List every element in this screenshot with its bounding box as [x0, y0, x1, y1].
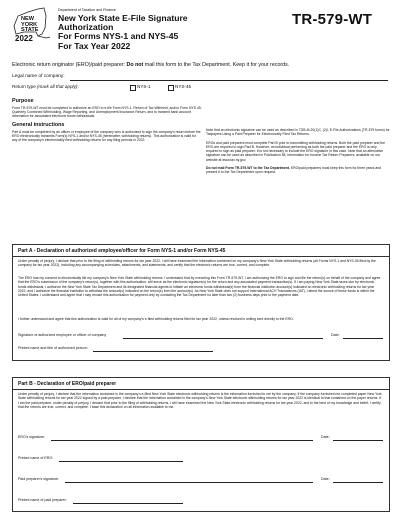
part-a-date-label: Date:: [331, 333, 340, 337]
part-a-date-field[interactable]: [343, 338, 383, 339]
part-b-paragraph: Under penalty of perjury, I declare that the information contained in the company's e-filed New York State electronic withholding returns is the information furnished to me by the company. If the company furnished me completed paper New York State withholding returns for tax year 2022 signed by a paid preparer, I declare that the information contained in the company's New York State electronic withholding returns for tax year 2022 is identical to that contained on the paper returns. If I am the paid preparer, under penalty of perjury, I declare that prior to the filing of withholding returns, I will have examined the New York State electronic withholding returns for tax year 2022, and to the best of my knowledge and belief, I certify that the returns are true, correct, and complete. I base this declaration on all information available to me.: [18, 392, 382, 409]
do-not-mail-note: [206, 166, 390, 175]
nys1-checkbox[interactable]: [130, 85, 136, 91]
form-title: [58, 14, 243, 51]
part-a-paragraph-3: I further understand and agree that this authorization is valid for all of my company's e-filed withholding returns filed for tax year 2022, unless revoked in writing sent directly to the ERO.: [18, 317, 294, 321]
ero-note-prefix: Electronic return originator (ERO)/paid preparer:: [12, 62, 127, 68]
esignature-note: Note that an electronic signature can be used as described in TSB-M-20(1)C, (2)I, E-File Authorizations (TR-579 forms) for Taxpayers Using a Paid Preparer for Electronically Filed Tax Returns.: [206, 128, 390, 137]
do-not-mail-bold: Do not mail Form TR-579-WT to the Tax Department.: [206, 166, 290, 171]
part-a-divider: [13, 256, 389, 257]
instructions-right-column: [206, 128, 390, 179]
purpose-text: Form TR-579-WT must be completed to authorize an ERO to e-file Form NYS-1, Return of Tax Withheld, and/or Form NYS-45, Quarterly Combined Withholding, Wage Reporting, and Unemployment Insurance Return, and to transmit bank account information for associated electronic funds withdrawals.: [12, 105, 202, 119]
part-b-heading: Part B - Declaration of ERO/paid preparer: [18, 381, 117, 387]
part-a-printed-name-label: Printed name and title of authorized person:: [18, 346, 88, 350]
form-number: TR-579-WT: [292, 11, 373, 28]
instructions-left-column: [12, 98, 202, 147]
ero-signature-label: ERO's signature:: [18, 435, 46, 439]
part-a-section: [12, 244, 390, 361]
nys45-checkbox[interactable]: [168, 85, 174, 91]
part-a-heading: Part A - Declaration of authorized employee/officer for Form NYS-1 and/or Form NYS-45: [18, 248, 226, 254]
legal-name-label: Legal name of company:: [12, 74, 65, 79]
part-a-paragraph-2: The ERO has my consent to electronically file my company's New York State withholding returns. I understand that by executing this Form TR-579-WT, I am authorizing the ERO to sign and file the return(s) on behalf of the company and agree that the ERO's submission of the company's return(s), together with this authorization, will serve as the electronic signature(s) for the return and any associated payment transaction(s). If I am paying New York State taxes due by electronic funds withdrawal, I authorize the New York State Tax Department and its designated financial agents to initiate an electronic funds withdrawal(s) from the financial institution account(s) indicated on electronic withholding returns for tax year 2022, and I authorize the financial institution to withdraw the amount(s) indicated on the return(s) from the account(s). As New York State does not support International ACH Transactions (IAT), I attest the source of these funds is within the United States. I understand and agree that I may revoke this authorization for payment only by contacting the Tax Department no later than two (2) business days prior to the payment date.: [18, 276, 381, 298]
title-line-2: For Forms NYS-1 and NYS-45: [58, 31, 179, 42]
ero-printed-name-field[interactable]: [59, 461, 183, 462]
preparer-date-field[interactable]: [333, 482, 383, 483]
title-line-1: New York State E-File Signature Authorization: [58, 13, 188, 33]
part-a-printed-name-field[interactable]: [93, 351, 213, 352]
part-b-divider: [13, 389, 389, 390]
return-type-colon: :: [77, 84, 79, 89]
legal-name-field[interactable]: [70, 80, 388, 81]
ero-date-field[interactable]: [333, 440, 383, 441]
ero-note: [12, 62, 289, 68]
ero-signature-field[interactable]: [51, 440, 313, 441]
form-year: 2022: [15, 34, 33, 43]
part-a-paragraph-1: Under penalty of perjury, I declare that prior to the filing of withholding returns for tax year 2022, I will have examined the information contained on my company's New York State withholding returns (all Forms NYS-1 and NYS-45 filed by the company for tax year 2022), including any accompanying schedules, attachments, and statements, and certify that the electronic returns are true, correct, and complete.: [18, 259, 376, 268]
department-name: Department of Taxation and Finance: [58, 8, 116, 12]
return-type-label: [12, 84, 79, 89]
purpose-heading: Purpose: [12, 98, 34, 104]
part-a-signature-label: Signature of authorized employee or officer of company: [18, 333, 107, 337]
ero-note-bold: Do not: [126, 62, 144, 68]
general-instructions-text: Part A must be completed by an officer or employee of the company who is authorized to sign the company's return before the ERO electronically transmits Form(s) NYS-1 and/or NYS-45 (hereinafter, withholding returns). This authorization is valid for any of the company's electronically filed withholding returns for any filing periods in 2022.: [12, 129, 201, 143]
preparer-signature-field[interactable]: [65, 482, 313, 483]
logo-text: NEW YORK STATE: [21, 16, 39, 34]
ero-note-suffix: mail this form to the Tax Department. Keep it for your records.: [143, 62, 290, 68]
preparer-printed-name-field[interactable]: [73, 503, 183, 504]
preparer-signature-label: Paid preparer's signature:: [18, 477, 60, 481]
ero-printed-name-label: Printed name of ERO:: [18, 456, 54, 460]
preparer-date-label: Date:: [321, 477, 330, 481]
title-line-3: For Tax Year 2022: [58, 40, 131, 51]
ero-preparer-instructions: EROs and paid preparers must complete Part B prior to transmitting withholding returns. Both the paid preparer and the ERO are required to sign Part B. However, an individual performing as both the paid preparer and the ERO is only required to sign as paid preparer. It is not necessary to include the ERO signature in this case. Note that an alternative signature can be used as described in Publication 58, Information for Income Tax Return Preparers, available on our website at www.tax.ny.gov.: [206, 140, 386, 162]
preparer-printed-name-label: Printed name of paid preparer:: [18, 498, 67, 502]
return-type-main: Return type: [12, 84, 38, 89]
part-a-signature-field[interactable]: [123, 338, 323, 339]
nys45-label: NYS-45: [175, 84, 192, 89]
do-not-mail-rest: ERO/paid preparers must keep this form for three years and present it to the Tax Department upon request.: [206, 166, 381, 175]
nys-logo: [12, 6, 52, 44]
return-type-hint: (mark all that apply): [37, 84, 78, 89]
ero-date-label: Date:: [321, 435, 330, 439]
part-b-section: [12, 377, 390, 512]
nys1-label: NYS-1: [137, 84, 151, 89]
general-instructions-heading: General instructions: [12, 122, 65, 129]
